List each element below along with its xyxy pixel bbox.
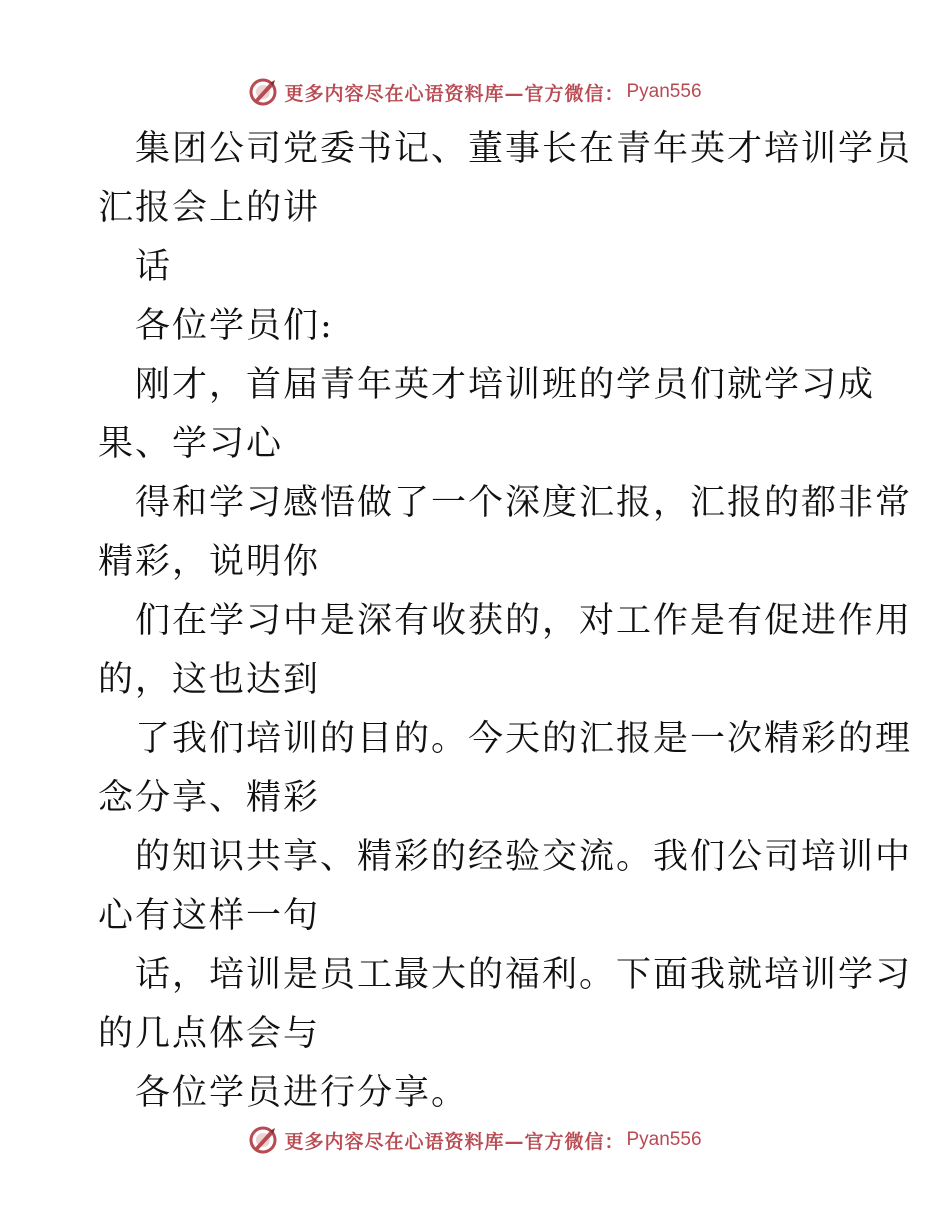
text-line: 集团公司党委书记、董事长在青年英才培训学员 (135, 129, 913, 169)
footer-banner (0, 1120, 950, 1160)
text-line: 刚才，首届青年英才培训班的学员们就学习成 (135, 365, 876, 405)
text-line: 果、学习心 (98, 424, 284, 464)
banner-text: 更多内容尽在心语资料库—官方微信： (284, 82, 625, 105)
text-line: 各位学员进行分享。 (135, 1073, 469, 1113)
header-banner (0, 72, 950, 112)
text-line: 的，这也达到 (98, 660, 321, 700)
text-line: 的几点体会与 (98, 1014, 321, 1054)
text-line: 精彩，说明你 (98, 542, 321, 582)
banner-contact: Pyan556 (626, 81, 702, 102)
text-line: 话，培训是员工最大的福利。下面我就培训学习 (135, 955, 913, 995)
text-line: 各位学员们: (135, 306, 334, 346)
text-line: 得和学习感悟做了一个深度汇报，汇报的都非常 (135, 483, 913, 523)
text-line: 念分享、精彩 (98, 778, 321, 818)
banner-text: 更多内容尽在心语资料库—官方微信： (284, 1130, 625, 1153)
text-line: 心有这样一句 (98, 896, 321, 936)
text-line: 了我们培训的目的。今天的汇报是一次精彩的理 (135, 719, 913, 759)
text-line: 汇报会上的讲 (98, 188, 321, 228)
text-line: 的知识共享、精彩的经验交流。我们公司培训中 (135, 837, 913, 877)
text-line: 话 (135, 247, 173, 287)
document-body (98, 120, 913, 1123)
quill-pen-logo-icon (248, 77, 278, 107)
banner-contact: Pyan556 (626, 1129, 702, 1150)
text-line: 们在学习中是深有收获的，对工作是有促进作用 (135, 601, 913, 641)
quill-pen-logo-icon (248, 1125, 278, 1155)
